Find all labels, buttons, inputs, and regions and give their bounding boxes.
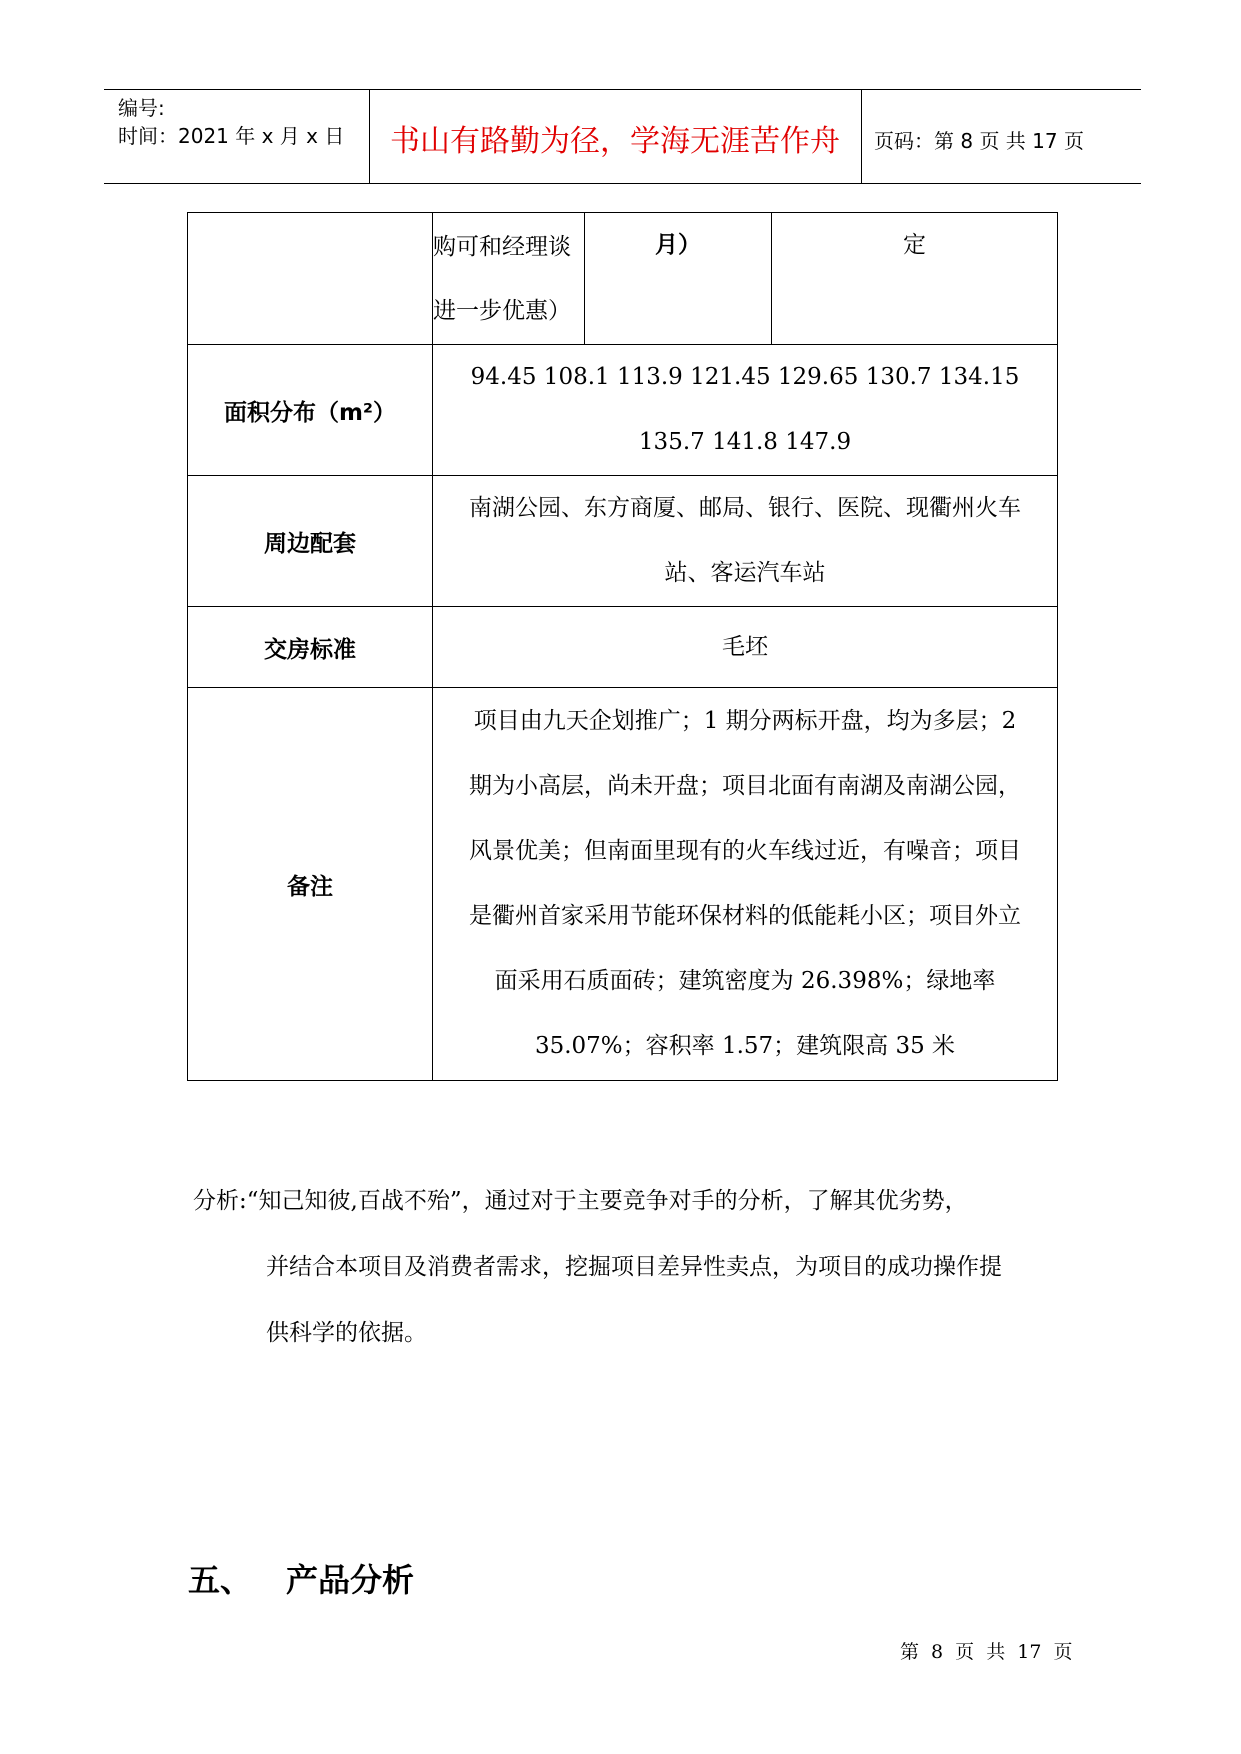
header-page-number: 页码：第 8 页 共 17 页 (874, 129, 1084, 153)
analysis-line: 供科学的依据。 (266, 1320, 427, 1346)
document-date: 时间：2021 年 x 月 x 日 (118, 124, 345, 148)
cell-line: 站、客运汽车站 (664, 560, 826, 586)
cell-line: 项目由九天企划推广；1 期分两标开盘，均为多层；2 (473, 708, 1017, 734)
table-cell (433, 345, 1058, 476)
cell-line: 风景优美；但南面里现有的火车线过近，有噪音；项目 (469, 838, 1021, 864)
cell-line: 35.07%；容积率 1.57；建筑限高 35 米 (534, 1033, 956, 1059)
table-row (188, 688, 1058, 1081)
project-info-table (187, 212, 1058, 1081)
table-cell-empty (188, 213, 433, 345)
cell-line: 94.45 108.1 113.9 121.45 129.65 130.7 134.15 (470, 364, 1020, 390)
row-label: 周边配套 (188, 476, 433, 607)
table-cell: 定 (903, 232, 926, 258)
footer-page-number: 第 8 页 共 17 页 (900, 1641, 1073, 1663)
header-bottom-rule (104, 183, 1141, 184)
header-top-rule (104, 89, 1141, 90)
table-cell: 月） (585, 213, 772, 344)
table-row (188, 213, 1058, 345)
row-label: 面积分布（m²） (188, 345, 433, 476)
table-cell (433, 476, 1058, 607)
analysis-line: 并结合本项目及消费者需求，挖掘项目差异性卖点，为项目的成功操作提 (266, 1254, 1002, 1280)
cell-line: 购可和经理谈 (433, 233, 571, 260)
row-label: 备注 (188, 688, 433, 1081)
section-heading (188, 1555, 414, 1601)
table-cell (433, 213, 585, 344)
header-motto: 书山有路勤为径，学海无涯苦作舟 (390, 124, 840, 159)
cell-line: 135.7 141.8 147.9 (638, 429, 852, 455)
table-row (188, 345, 1058, 476)
cell-line: 南湖公园、东方商厦、邮局、银行、医院、现衢州火车 (469, 495, 1021, 521)
table-cell-group (433, 213, 1058, 345)
document-number-label: 编号: (118, 96, 165, 120)
analysis-paragraph (193, 1168, 1063, 1366)
header-divider (861, 89, 862, 183)
cell-line: 面采用石质面砖；建筑密度为 26.398%；绿地率 (494, 968, 996, 994)
section-number: 五、 (188, 1561, 253, 1599)
section-title: 产品分析 (286, 1561, 415, 1599)
row-label: 交房标准 (188, 607, 433, 688)
cell-line: 进一步优惠） (433, 297, 571, 324)
analysis-line: 分析:“知己知彼,百战不殆”，通过对于主要竞争对手的分析，了解其优劣势， (193, 1188, 968, 1214)
cell-line: 是衢州首家采用节能环保材料的低能耗小区；项目外立 (469, 903, 1021, 929)
table-cell (433, 607, 1058, 688)
cell-line: 期为小高层，尚未开盘；项目北面有南湖及南湖公园， (469, 773, 1021, 799)
table-row (188, 476, 1058, 607)
table-cell (433, 688, 1058, 1081)
cell-line: 毛坯 (722, 633, 768, 660)
table-row (188, 607, 1058, 688)
